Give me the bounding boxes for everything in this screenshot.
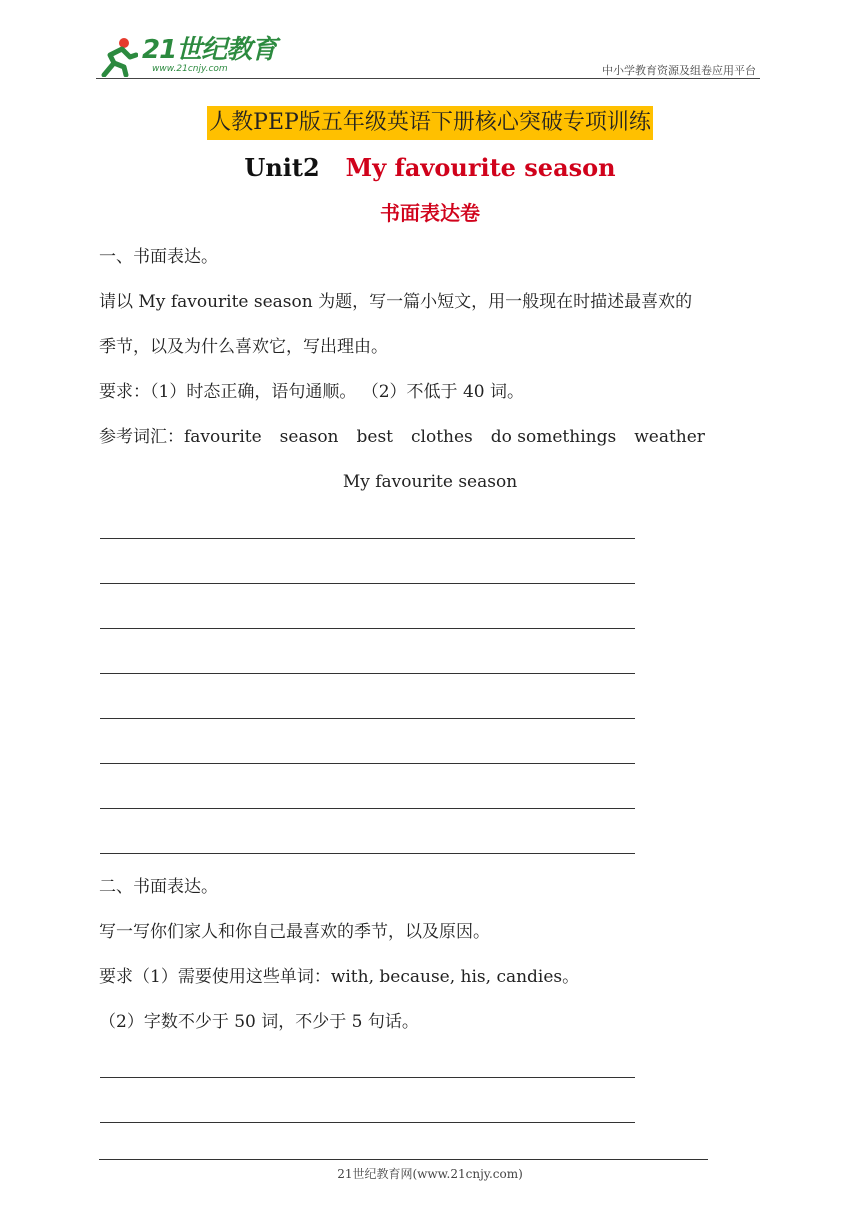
writing-line[interactable] xyxy=(100,673,635,674)
section2-heading: 二、书面表达。 xyxy=(99,877,218,897)
section2-prompt: 写一写你们家人和你自己最喜欢的季节，以及原因。 xyxy=(99,922,490,942)
section2-requirement2: （2）字数不少于 50 词，不少于 5 句话。 xyxy=(99,1012,419,1032)
logo-url: www.21cnjy.com xyxy=(152,64,228,74)
writing-line[interactable] xyxy=(100,763,635,764)
footer-text[interactable]: 21世纪教育网(www.21cnjy.com) xyxy=(337,1167,523,1181)
logo xyxy=(96,34,276,78)
vocab-list xyxy=(99,425,723,449)
vocab-word: best xyxy=(356,427,393,447)
paper-subtitle: 书面表达卷 xyxy=(380,201,480,225)
vocab-word: do somethings xyxy=(490,427,617,447)
section1-prompt-line1: 请以 My favourite season 为题，写一篇小短文，用一般现在时描述最喜欢的 xyxy=(99,292,693,312)
vocab-word: weather xyxy=(634,427,705,447)
footer-divider xyxy=(99,1159,708,1160)
writing-line[interactable] xyxy=(100,853,635,854)
runner-logo-icon xyxy=(96,35,138,77)
header-tagline: 中小学教育资源及组卷应用平台 xyxy=(602,64,756,77)
writing-line[interactable] xyxy=(100,1122,635,1123)
writing-line[interactable] xyxy=(100,583,635,584)
section1-requirements: 要求：（1）时态正确，语句通顺。 （2）不低于 40 词。 xyxy=(99,382,524,402)
unit-title xyxy=(0,153,860,183)
header-divider xyxy=(96,78,760,79)
vocab-label: 参考词汇： xyxy=(99,427,184,447)
vocab-word: favourite xyxy=(184,427,262,447)
writing-line[interactable] xyxy=(100,808,635,809)
section2-requirement1: 要求（1）需要使用这些单词：with, because, his, candies。 xyxy=(99,967,580,987)
writing-line[interactable] xyxy=(100,628,635,629)
vocab-word: season xyxy=(279,427,339,447)
logo-title: 21世纪教育 xyxy=(142,35,277,65)
writing-line[interactable] xyxy=(100,1077,635,1078)
writing-line[interactable] xyxy=(100,718,635,719)
document-title: 人教PEP版五年级英语下册核心突破专项训练 xyxy=(207,106,653,140)
unit-label: Unit2 xyxy=(244,153,320,182)
page-header xyxy=(96,30,760,80)
section1-heading: 一、书面表达。 xyxy=(99,247,218,267)
section1-prompt-line2: 季节，以及为什么喜欢它，写出理由。 xyxy=(99,337,388,357)
writing-line[interactable] xyxy=(100,538,635,539)
essay-title: My favourite season xyxy=(342,472,518,492)
vocab-word: clothes xyxy=(411,427,473,447)
unit-season-title: My favourite season xyxy=(345,153,616,182)
